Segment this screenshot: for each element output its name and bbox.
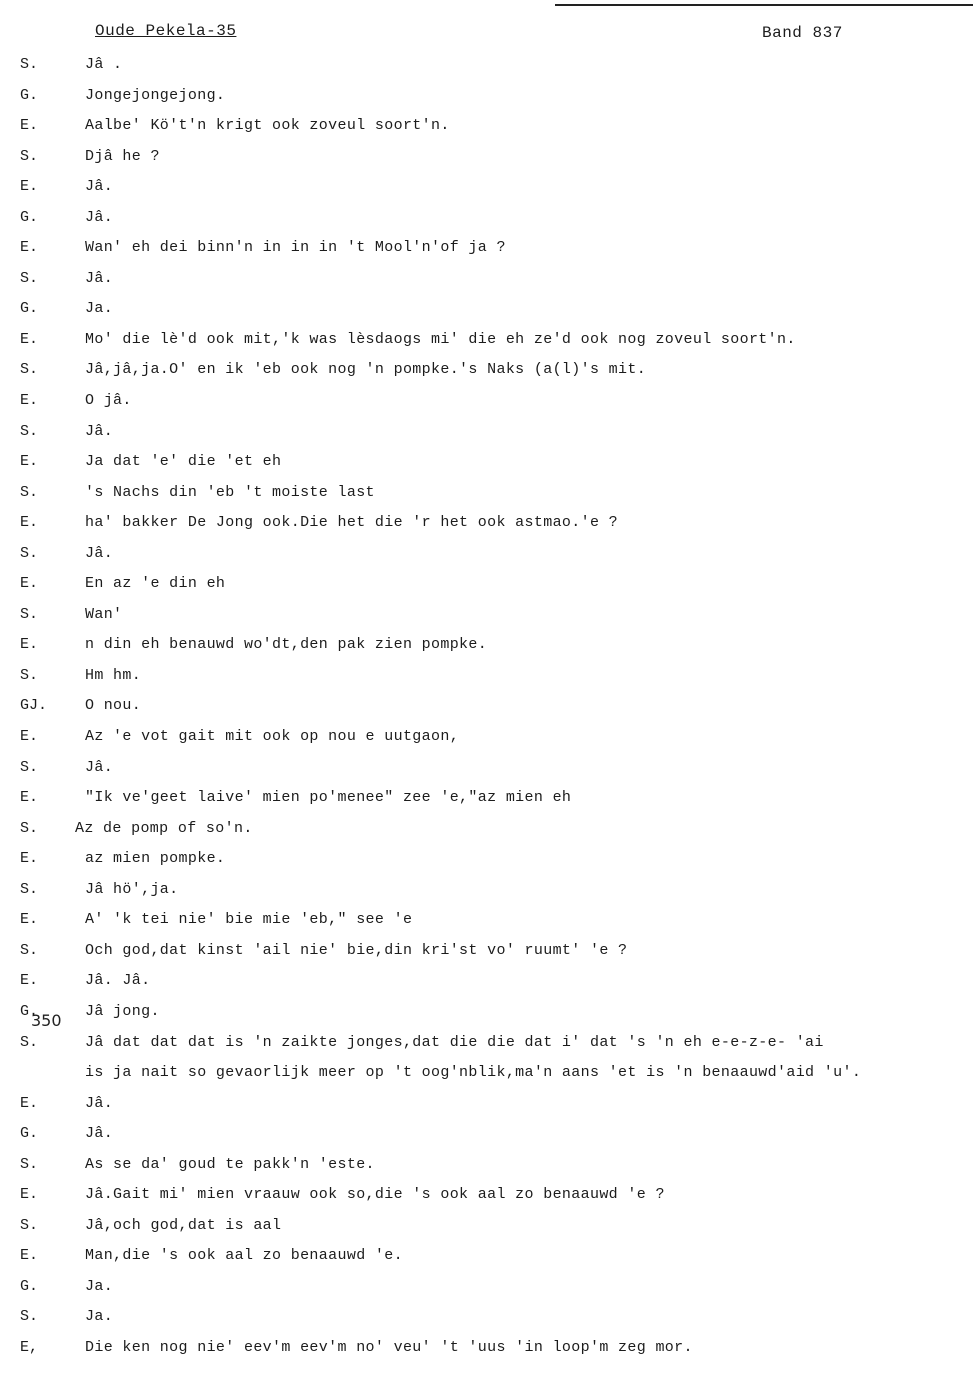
band-number: Band 837 [762, 24, 843, 42]
speaker-label: S. [20, 666, 39, 684]
transcript-line [0, 294, 973, 325]
speaker-label: E. [20, 850, 39, 868]
speaker-label: E. [20, 514, 39, 532]
utterance-text: Die ken nog nie' eev'm eev'm no' veu' 't 'uus 'in loop'm zeg mor. [85, 1338, 693, 1356]
utterance-text: Jâ. [85, 758, 114, 776]
transcript-line [0, 325, 973, 356]
transcript-line [0, 783, 973, 814]
transcript-line [0, 691, 973, 722]
utterance-text: En az 'e din eh [85, 575, 226, 593]
utterance-text: Jâ. [85, 422, 114, 440]
transcript-line [0, 1302, 973, 1333]
utterance-text: O nou. [85, 697, 142, 715]
speaker-label: GJ. [20, 697, 48, 715]
speaker-label: S. [20, 941, 39, 959]
transcript-line [0, 1058, 973, 1089]
speaker-label: S. [20, 544, 39, 562]
utterance-text: n din eh benauwd wo'dt,den pak zien pompke. [85, 636, 488, 654]
utterance-text: Jâ. [85, 544, 114, 562]
utterance-text: "Ik ve'geet laive' mien po'menee" zee 'e,"az mien eh [85, 789, 572, 807]
transcript-line [0, 81, 973, 112]
transcript-line [0, 1180, 973, 1211]
speaker-label: G. [20, 1277, 39, 1295]
document-title: Oude Pekela-35 [95, 22, 237, 40]
speaker-label: E. [20, 575, 39, 593]
speaker-label: E. [20, 178, 39, 196]
utterance-text: ha' bakker De Jong ook.Die het die 'r het ook astmao.'e ? [85, 514, 619, 532]
speaker-label: G. [20, 1002, 39, 1020]
margin-note: 350 [31, 1011, 62, 1030]
speaker-label: E. [20, 453, 39, 471]
utterance-text: Ja dat 'e' die 'et eh [85, 453, 282, 471]
transcript-lines [0, 50, 973, 1364]
speaker-label: E. [20, 239, 39, 257]
utterance-text: Az de pomp of so'n. [75, 819, 253, 837]
speaker-label: S. [20, 361, 39, 379]
transcript-line [0, 172, 973, 203]
transcript-line [0, 600, 973, 631]
speaker-label: S. [20, 422, 39, 440]
transcript-line [0, 50, 973, 81]
utterance-text: As se da' goud te pakk'n 'este. [85, 1155, 375, 1173]
transcript-line [0, 569, 973, 600]
transcript-line [0, 1333, 973, 1364]
utterance-text: Ja. [85, 1308, 114, 1326]
transcript-line [0, 508, 973, 539]
speaker-label: E, [20, 1338, 39, 1356]
transcript-line [0, 997, 973, 1028]
transcript-line [0, 417, 973, 448]
utterance-text: Jâ,och god,dat is aal [85, 1216, 282, 1234]
speaker-label: E. [20, 911, 39, 929]
utterance-text: Wan' eh dei binn'n in in in 't Mool'n'of ja ? [85, 239, 506, 257]
transcript-line [0, 1028, 973, 1059]
transcript-line [0, 905, 973, 936]
utterance-text: Aalbe' Kö't'n krigt ook zoveul soort'n. [85, 117, 450, 135]
speaker-label: G. [20, 208, 39, 226]
speaker-label: G. [20, 300, 39, 318]
speaker-label: S. [20, 819, 39, 837]
utterance-text: Jâ. [85, 269, 114, 287]
transcript-line [0, 966, 973, 997]
speaker-label: E. [20, 117, 39, 135]
speaker-label: S. [20, 147, 39, 165]
transcript-line [0, 630, 973, 661]
speaker-label: G. [20, 86, 39, 104]
speaker-label: S. [20, 605, 39, 623]
speaker-label: S. [20, 1155, 39, 1173]
utterance-text: Jâ. [85, 178, 114, 196]
transcript-line [0, 661, 973, 692]
speaker-label: S. [20, 758, 39, 776]
transcript-line [0, 478, 973, 509]
transcript-line [0, 875, 973, 906]
transcript-line [0, 1089, 973, 1120]
top-rule [555, 4, 973, 6]
transcript-line [0, 814, 973, 845]
utterance-text: Jâ,jâ,ja.O' en ik 'eb ook nog 'n pompke.'s Naks (a(l)'s mit. [85, 361, 647, 379]
speaker-label: E. [20, 636, 39, 654]
utterance-text: 's Nachs din 'eb 't moiste last [85, 483, 375, 501]
speaker-label: S. [20, 483, 39, 501]
utterance-text: Mo' die lè'd ook mit,'k was lèsdaogs mi' die eh ze'd ook nog zoveul soort'n. [85, 330, 796, 348]
speaker-label: E. [20, 330, 39, 348]
utterance-text: Ja. [85, 1277, 114, 1295]
utterance-text: is ja nait so gevaorlijk meer op 't oog'nblik,ma'n aans 'et is 'n benaauwd'aid 'u'. [85, 1064, 862, 1082]
utterance-text: Wan' [85, 605, 123, 623]
speaker-label: S. [20, 56, 39, 73]
utterance-text: Az 'e vot gait mit ook op nou e uutgaon, [85, 728, 460, 746]
utterance-text: Jâ hö',ja. [85, 880, 179, 898]
transcript-line [0, 539, 973, 570]
utterance-text: Jâ dat dat dat is 'n zaikte jonges,dat die die dat i' dat 's 'n eh e-e-z-e- 'ai [85, 1033, 824, 1051]
speaker-label: E. [20, 972, 39, 990]
speaker-label: E. [20, 1186, 39, 1204]
transcript-line [0, 1272, 973, 1303]
transcript-line [0, 111, 973, 142]
transcript-line [0, 1241, 973, 1272]
transcript-line [0, 1211, 973, 1242]
speaker-label: S. [20, 269, 39, 287]
speaker-label: S. [20, 880, 39, 898]
utterance-text: Jâ. [85, 208, 114, 226]
transcript-line [0, 722, 973, 753]
utterance-text: Jâ.Gait mi' mien vraauw ook so,die 's ook aal zo benaauwd 'e ? [85, 1186, 665, 1204]
utterance-text: Jâ. [85, 1094, 114, 1112]
speaker-label: E. [20, 1247, 39, 1265]
transcript-line [0, 1119, 973, 1150]
speaker-label: G. [20, 1125, 39, 1143]
utterance-text: Jâ. Jâ. [85, 972, 151, 990]
transcript-line [0, 264, 973, 295]
speaker-label: E. [20, 728, 39, 746]
utterance-text: Jâ. [85, 1125, 114, 1143]
transcript-line [0, 203, 973, 234]
transcript-line [0, 355, 973, 386]
utterance-text: O jâ. [85, 392, 132, 410]
utterance-text: Jâ jong. [85, 1002, 160, 1020]
transcript-line [0, 233, 973, 264]
transcript-line [0, 1150, 973, 1181]
utterance-text: A' 'k tei nie' bie mie 'eb," see 'e [85, 911, 413, 929]
utterance-text: az mien pompke. [85, 850, 226, 868]
speaker-label: E. [20, 1094, 39, 1112]
utterance-text: Ja. [85, 300, 114, 318]
speaker-label: S. [20, 1308, 39, 1326]
utterance-text: Djâ he ? [85, 147, 160, 165]
utterance-text: Jâ . [85, 56, 123, 73]
utterance-text: Hm hm. [85, 666, 142, 684]
utterance-text: Och god,dat kinst 'ail nie' bie,din kri'st vo' ruumt' 'e ? [85, 941, 628, 959]
utterance-text: Jongejongejong. [85, 86, 226, 104]
speaker-label: S. [20, 1216, 39, 1234]
transcript-line [0, 844, 973, 875]
transcript-line [0, 447, 973, 478]
utterance-text: Man,die 's ook aal zo benaauwd 'e. [85, 1247, 403, 1265]
speaker-label: E. [20, 789, 39, 807]
transcript-line [0, 142, 973, 173]
transcript-line [0, 753, 973, 784]
speaker-label: S. [20, 1033, 39, 1051]
transcript-line [0, 936, 973, 967]
transcript-line [0, 386, 973, 417]
speaker-label: E. [20, 392, 39, 410]
